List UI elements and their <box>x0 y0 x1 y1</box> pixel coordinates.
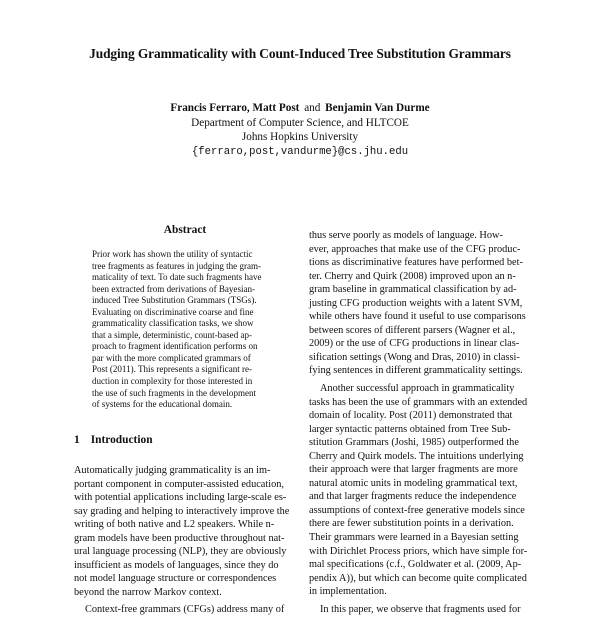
body-line: ter. Cherry and Quirk (2008) improved upon an n- <box>309 270 516 282</box>
section-number: 1 <box>74 434 80 446</box>
body-line: ever, approaches that make use of the CFG produc- <box>309 243 521 255</box>
authors-left: Francis Ferraro, Matt Post <box>170 102 300 114</box>
author-email: {ferraro,post,vandurme}@cs.jhu.edu <box>191 145 409 158</box>
body-line: their approach were that larger fragments are more <box>309 464 518 476</box>
body-line: gram models have been productive throughout nat- <box>74 532 285 544</box>
abstract-line: that a simple, deterministic, count-based ap- <box>92 329 253 340</box>
abstract-line: proach to fragment identification performs on <box>92 341 258 352</box>
body-line: thus serve poorly as models of language. How- <box>309 230 503 241</box>
author-names <box>0 101 600 116</box>
body-line: gram baseline in grammatical classification by ad- <box>309 284 517 296</box>
author-block <box>0 101 600 159</box>
abstract-heading: Abstract <box>163 224 207 236</box>
abstract-body <box>92 249 278 411</box>
abstract-line: induced Tree Substitution Grammars (TSGs). <box>92 295 257 306</box>
body-line: with potential applications including large-scale es- <box>74 492 287 504</box>
abstract-line: duction in complexity for those interested in <box>92 376 253 387</box>
body-line: Cherry and Quirk models. The intuitions underlying <box>309 450 524 462</box>
abstract-line: par with the more complicated grammars of <box>92 352 251 363</box>
body-line: Automatically judging grammaticality is an im- <box>74 465 271 476</box>
body-line: beyond the narrow Markov context. <box>74 586 222 598</box>
body-line: 2009) or the use of CFG productions in linear clas- <box>309 338 520 350</box>
body-line: writing of both native and L2 speakers. While n- <box>74 519 275 531</box>
section-title: Introduction <box>90 434 153 446</box>
body-line: insufficient as models of languages, since they do <box>74 559 279 571</box>
authors-and: and <box>304 102 321 114</box>
abstract-line: the use of such fragments in the development <box>92 387 257 398</box>
body-line: In this paper, we observe that fragments used for <box>320 603 521 615</box>
abstract-line: Prior work has shown the utility of syntactic <box>92 249 253 259</box>
abstract-line: grammaticality classification tasks, we show <box>92 318 254 329</box>
body-line: ural language processing (NLP), they are obviously <box>74 546 287 558</box>
abstract-line: of systems for the educational domain. <box>92 399 233 410</box>
body-line: natural atomic units in modeling grammatical text, <box>309 477 518 489</box>
abstract-line: Post (2011). This represents a significant re- <box>92 364 253 375</box>
body-line: there are fewer substitution points in a derivation. <box>309 518 514 530</box>
body-line: with Dirichlet Process priors, which have simple for- <box>309 545 528 557</box>
body-line: not model language structure or correspondences <box>74 573 277 585</box>
body-line: while others have found it useful to use comparisons <box>309 311 526 323</box>
body-line: stitution Grammars (Joshi, 1985) outperformed the <box>309 437 519 449</box>
abstract-line: been extracted from derivations of Bayesian- <box>92 283 256 294</box>
body-line: Their grammars were learned in a Bayesian setting <box>309 532 519 544</box>
body-line: tions as discriminative features have performed bet- <box>309 257 523 269</box>
body-line: domain of locality. Post (2011) demonstrated that <box>309 410 513 422</box>
body-line: mal specifications (c.f., Goldwater et al. (2009, Ap- <box>309 559 522 571</box>
body-line: justing CFG production weights with a latent SVM, <box>309 297 523 309</box>
body-line: pendix A)), but which can become quite complicated <box>309 572 527 584</box>
university: Johns Hopkins University <box>241 131 359 144</box>
body-line: Context-free grammars (CFGs) address many of <box>85 604 285 616</box>
abstract-line: Evaluating on discriminative coarse and fine <box>92 306 254 317</box>
body-line: in implementation. <box>309 586 387 598</box>
body-line: Another successful approach in grammaticality <box>320 383 515 395</box>
paper-title: Judging Grammaticality with Count-Induced Tree Substitution Grammars <box>89 46 511 61</box>
body-line: fying sentences in different grammaticality settings. <box>309 365 523 377</box>
abstract-line: maticality of text. To date such fragments have <box>92 272 262 283</box>
body-line: assumptions of context-free generative models since <box>309 504 525 516</box>
body-line: tasks has been the use of grammars with an extended <box>309 396 528 408</box>
intro-left-column <box>74 464 298 617</box>
body-line: and that larger fragments reduce the independence <box>309 491 517 503</box>
body-line: say grading and helping to interactively improve the <box>74 505 290 517</box>
abstract-line: tree fragments as features in judging the gram- <box>92 260 262 271</box>
section-heading-introduction <box>74 434 153 446</box>
body-line: sification settings (Wong and Dras, 2010) in classi- <box>309 351 520 363</box>
body-line: portant component in computer-assisted education, <box>74 478 284 490</box>
intro-right-column <box>309 229 531 616</box>
body-line: between scores of different parsers (Wagner et al., <box>309 324 516 336</box>
affiliation: Department of Computer Science, and HLTCOE <box>191 116 409 129</box>
body-line: larger syntactic patterns obtained from Tree Sub- <box>309 423 511 435</box>
authors-right: Benjamin Van Durme <box>325 102 430 114</box>
